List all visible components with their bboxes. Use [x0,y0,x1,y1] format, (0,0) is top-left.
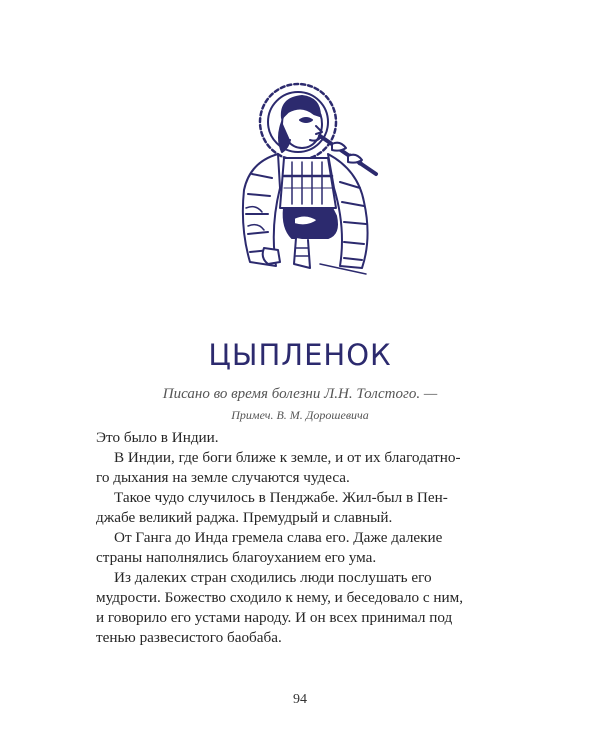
story-body [96,428,526,648]
page-number: 94 [293,692,307,707]
paragraph-3: Такое чудо случилось в Пенджабе. Жил-был в Пен- джабе великий раджа. Премудрый и славный. [96,489,448,526]
figure-playing-flute-illustration [236,78,384,278]
paragraph-4: От Ганга до Инда гремела слава его. Даже далекие страны наполнялись благоуханием его ума. [96,529,443,566]
paragraph-1: Это было в Индии. [96,429,219,446]
paragraph-5: Из далеких стран сходились люди послушать его мудрости. Божество сходило к нему, и беседовало с ним, и говорило его устами народу. И он всех принимал под тенью развесистого баобаба. [96,569,464,646]
paragraph-2: В Индии, где боги ближе к земле, и от их благодатно- го дыхания на земле случаются чудеса. [96,449,461,486]
story-title: ЦЫПЛЕНОК [208,338,392,372]
editor-note-line2: Примеч. В. М. Дорошевича [231,408,369,422]
editor-note-line1: Писано во время болезни Л.Н. Толстого. — [162,386,438,402]
